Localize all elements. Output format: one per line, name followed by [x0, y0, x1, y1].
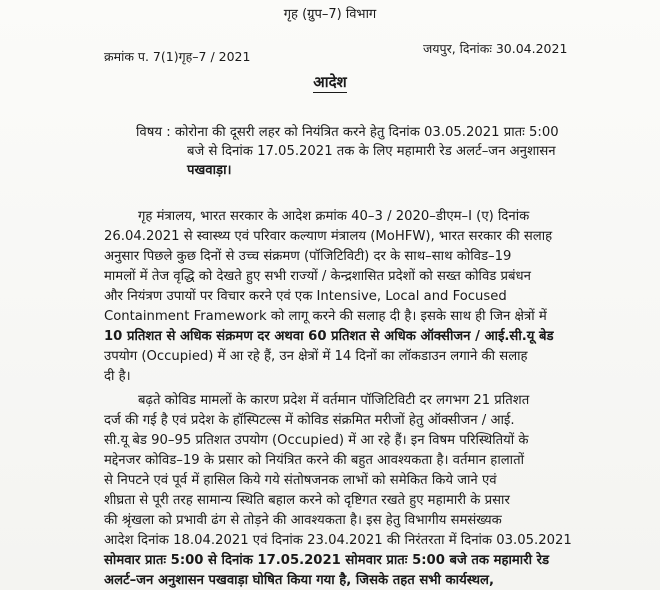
- paragraph2-line: मद्देनजर कोविड–19 के प्रसार को नियंत्रित करने की बहुत आवश्यकता है। वर्तमान हालातों: [104, 453, 525, 468]
- paragraph1-line: अनुसार पिछले कुछ दिनों से उच्च संक्रमण (पॉजिटिविटी) दर के साथ–साथ कोविड–19: [104, 249, 512, 264]
- paragraph2-line: सोमवार प्रातः 5:00 से दिनांक 17.05.2021 सोमवार प्रातः 5:00 बजे तक महामारी रेड: [104, 553, 550, 568]
- subject-text-fragment: बजे से दिनांक 17.05.2021 तक के लिए महामारी रेड अलर्ट–जन अनुशासन: [187, 144, 556, 159]
- paragraph1-line: 10 प्रतिशत से अधिक संक्रमण दर अथवा 60 प्रतिशत से अधिक ऑक्सीजन / आई.सी.यू बेड: [104, 329, 554, 344]
- subject-line: पखवाड़ा।: [187, 163, 232, 178]
- subject-line: विषय : कोरोना की दूसरी लहर को नियंत्रित करने हेतु दिनांक 03.05.2021 प्रातः 5:00: [136, 125, 559, 140]
- paragraph1-line: उपयोग (Occupied) में आ रहे हैं, उन क्षेत्रों में 14 दिनों का लॉकडाउन लगाने की सलाह: [104, 349, 528, 364]
- reference-number: क्रमांक प. 7(1)गृह–7 / 2021: [104, 49, 251, 64]
- paragraph1-line: दी है।: [104, 369, 131, 384]
- paragraph1-line: मामलों में तेज वृद्धि को देखते हुए सभी राज्यों / केन्द्रशासित प्रदेशों को सख्त कोविड प्रबंधन: [104, 269, 531, 284]
- paragraph1-line: 26.04.2021 से स्वास्थ्य एवं परिवार कल्याण मंत्रालय (MoHFW), भारत सरकार की सलाह: [104, 229, 553, 244]
- paragraph2-line: आदेश दिनांक 18.04.2021 एवं दिनांक 23.04.2021 की निरंतरता में दिनांक 03.05.2021: [104, 533, 572, 548]
- order-title-text: आदेश: [313, 73, 347, 91]
- paragraph1-line: Containment Framework को लागू करने की सलाह दी है। इसके साथ ही जिन क्षेत्रों में: [104, 309, 547, 324]
- paragraph2-line: अलर्ट–जन अनुशासन पखवाड़ा घोषित किया गया है, जिसके तहत सभी कार्यस्थल,: [104, 573, 494, 588]
- paragraph2-line: सी.यू बेड 90–95 प्रतिशत उपयोग (Occupied) में आ रहे हैं। इन विषम परिस्थितियों के: [104, 433, 529, 448]
- order-title: [0, 72, 660, 92]
- paragraph2-line: शीघ्रता से पूरी तरह सामान्य स्थिति बहाल करने को दृष्टिगत रखते हुए महामारी के प्रसार: [104, 493, 510, 508]
- subject-line: [187, 143, 556, 160]
- paragraph1-line: गृह मंत्रालय, भारत सरकार के आदेश क्रमांक 40–3 / 2020–डीएम–I (ए) दिनांक: [138, 209, 530, 224]
- paragraph2-line: दर्ज की गई है एवं प्रदेश के हॉस्पिटल्स में कोविड संक्रमित मरीजों हेतु ऑक्सीजन / आई.: [104, 413, 515, 428]
- department-heading: गृह (ग्रुप–7) विभाग: [283, 7, 377, 22]
- paragraph2-line: की श्रृंखला को प्रभावी ढंग से तोड़ने की आवश्यकता है। इस हेतु विभागीय समसंख्यक: [104, 513, 502, 528]
- paragraph1-line: और नियंत्रण उपायों पर विचार करने एवं एक Intensive, Local and Focused: [104, 289, 507, 304]
- paragraph2-line: से निपटने एवं पूर्व में हासिल किये गये संतोषजनक लाभों को समेकित किये जाने एवं: [104, 473, 497, 488]
- order-date: जयपुर, दिनांकः 30.04.2021: [423, 41, 568, 56]
- paragraph2-line: बढ़ते कोविड मामलों के कारण प्रदेश में वर्तमान पॉजिटिविटी दर लगभग 21 प्रतिशत: [138, 393, 530, 408]
